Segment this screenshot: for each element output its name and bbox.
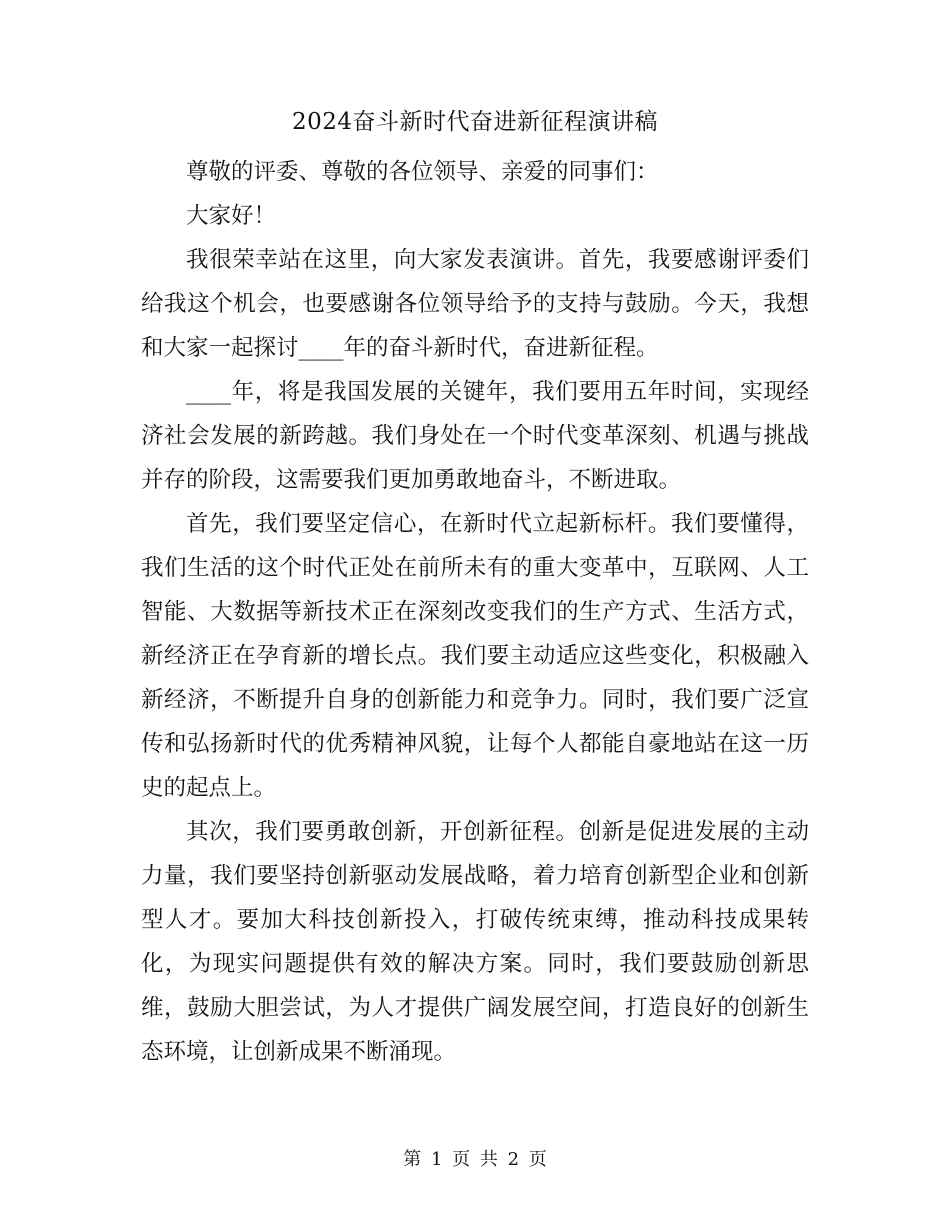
body-paragraph: 其次，我们要勇敢创新，开创新征程。创新是促进发展的主动力量，我们要坚持创新驱动发展战略，着力培育创新型企业和创新型人才。要加大科技创新投入，打破传统束缚，推动科技成果转化，为现实问题提供有效的解决方案。同时，我们要鼓励创新思维，鼓励大胆尝试，为人才提供广阔发展空间，打造良好的创新生态环境，让创新成果不断涌现。 [141,819,809,1065]
body-paragraph: 我很荣幸站在这里，向大家发表演讲。首先，我要感谢评委们给我这个机会，也要感谢各位领导给予的支持与鼓励。今天，我想和大家一起探讨____年的奋斗新时代，奋进新征程。 [141,247,809,361]
body-paragraph: ____年，将是我国发展的关键年，我们要用五年时间，实现经济社会发展的新跨越。我们身处在一个时代变革深刻、机遇与挑战并存的阶段，这需要我们更加勇敢地奋斗，不断进取。 [141,379,809,493]
body-paragraph: 首先，我们要坚定信心，在新时代立起新标杆。我们要懂得，我们生活的这个时代正处在前所未有的重大变革中，互联网、人工智能、大数据等新技术正在深刻改变我们的生产方式、生活方式，新经济正在孕育新的增长点。我们要主动适应这些变化，积极融入新经济，不断提升自身的创新能力和竞争力。同时，我们要广泛宣传和弘扬新时代的优秀精神风貌，让每个人都能自豪地站在这一历史的起点上。 [141,511,809,801]
page-number-footer: 第 1 页 共 2 页 [403,1149,547,1170]
salutation-paragraph: 尊敬的评委、尊敬的各位领导、亲爱的同事们： [186,159,659,185]
document-body [141,150,809,1074]
greeting-paragraph: 大家好！ [186,203,277,229]
document-title: 2024奋斗新时代奋进新征程演讲稿 [291,109,659,135]
